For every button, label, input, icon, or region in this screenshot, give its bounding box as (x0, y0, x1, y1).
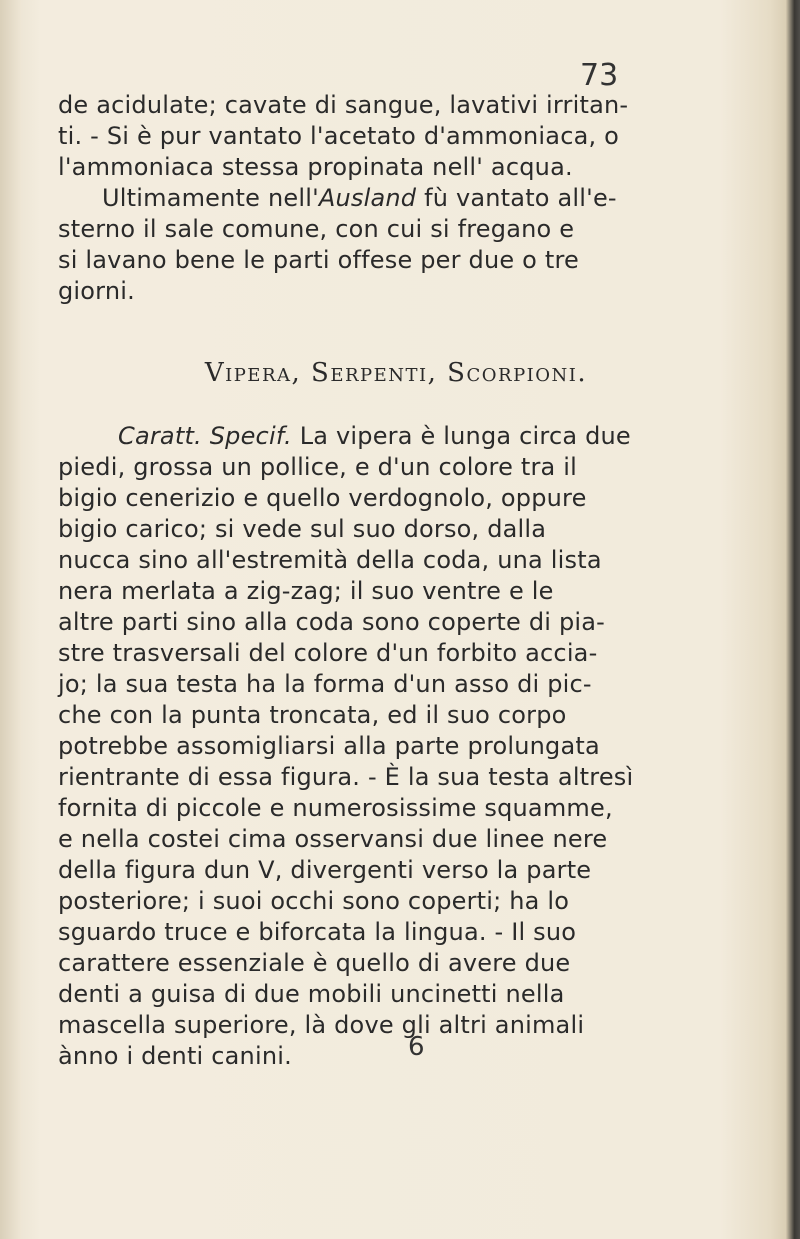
text-segment: fù vantato all'e- (416, 184, 617, 212)
paragraph-ausland (46, 90, 746, 307)
text-line: bigio carico; si vede sul suo dorso, dalla (58, 515, 547, 543)
text-line: stre trasversali del colore d'un forbito accia- (58, 639, 598, 667)
italic-term: Caratt. Specif. (118, 422, 292, 450)
text-line: rientrante di essa figura. - È la sua testa altresì (58, 763, 634, 791)
page-number: 73 (580, 58, 619, 93)
text-line (46, 183, 746, 214)
text-line: sguardo truce e biforcata la lingua. - Il suo (58, 918, 577, 946)
text-line: altre parti sino alla coda sono coperte di pia- (58, 608, 606, 636)
text-line: fornita di piccole e numerosissime squamme, (58, 794, 613, 822)
text-body (46, 90, 746, 1072)
text-line: sterno il sale comune, con cui si fregano e (58, 215, 575, 243)
signature-mark: 6 (408, 1032, 425, 1062)
text-line: de acidulate; cavate di sangue, lavativi irritan- (58, 91, 629, 119)
text-line: mascella superiore, là dove gli altri animali (58, 1011, 585, 1039)
text-line: che con la punta troncata, ed il suo corpo (58, 701, 567, 729)
text-segment: Ultimamente nell' (102, 184, 319, 212)
text-line: denti a guisa di due mobili uncinetti nella (58, 980, 565, 1008)
italic-term: Ausland (318, 184, 417, 212)
text-line (46, 421, 746, 452)
page-gutter (0, 0, 22, 1239)
paragraph-vipera (46, 421, 746, 1072)
text-line: si lavano bene le parti offese per due o tre (58, 246, 580, 274)
text-line: e nella costei cima osservansi due linee nere (58, 825, 608, 853)
text-segment: La vipera è lunga circa due (291, 422, 631, 450)
text-line: giorni. (58, 277, 135, 305)
text-line: nera merlata a zig-zag; il suo ventre e le (58, 577, 554, 605)
text-line: bigio cenerizio e quello verdognolo, oppure (58, 484, 587, 512)
text-line: jo; la sua testa ha la forma d'un asso di pic- (58, 670, 592, 698)
text-line: l'ammoniaca stessa propinata nell' acqua. (58, 153, 573, 181)
text-line: posteriore; i suoi occhi sono coperti; ha lo (58, 887, 570, 915)
text-line: della figura dun V, divergenti verso la parte (58, 856, 592, 884)
text-line: potrebbe assomigliarsi alla parte prolungata (58, 732, 600, 760)
text-line: carattere essenziale è quello di avere due (58, 949, 571, 977)
text-line: ànno i denti canini. (58, 1042, 292, 1070)
section-heading: Vipera, Serpenti, Scorpioni. (204, 358, 588, 388)
text-line: ti. - Si è pur vantato l'acetato d'ammoniaca, o (58, 122, 620, 150)
text-line: nucca sino all'estremità della coda, una lista (58, 546, 602, 574)
page-edge-shadow (786, 0, 800, 1239)
text-line: piedi, grossa un pollice, e d'un colore tra il (58, 453, 578, 481)
